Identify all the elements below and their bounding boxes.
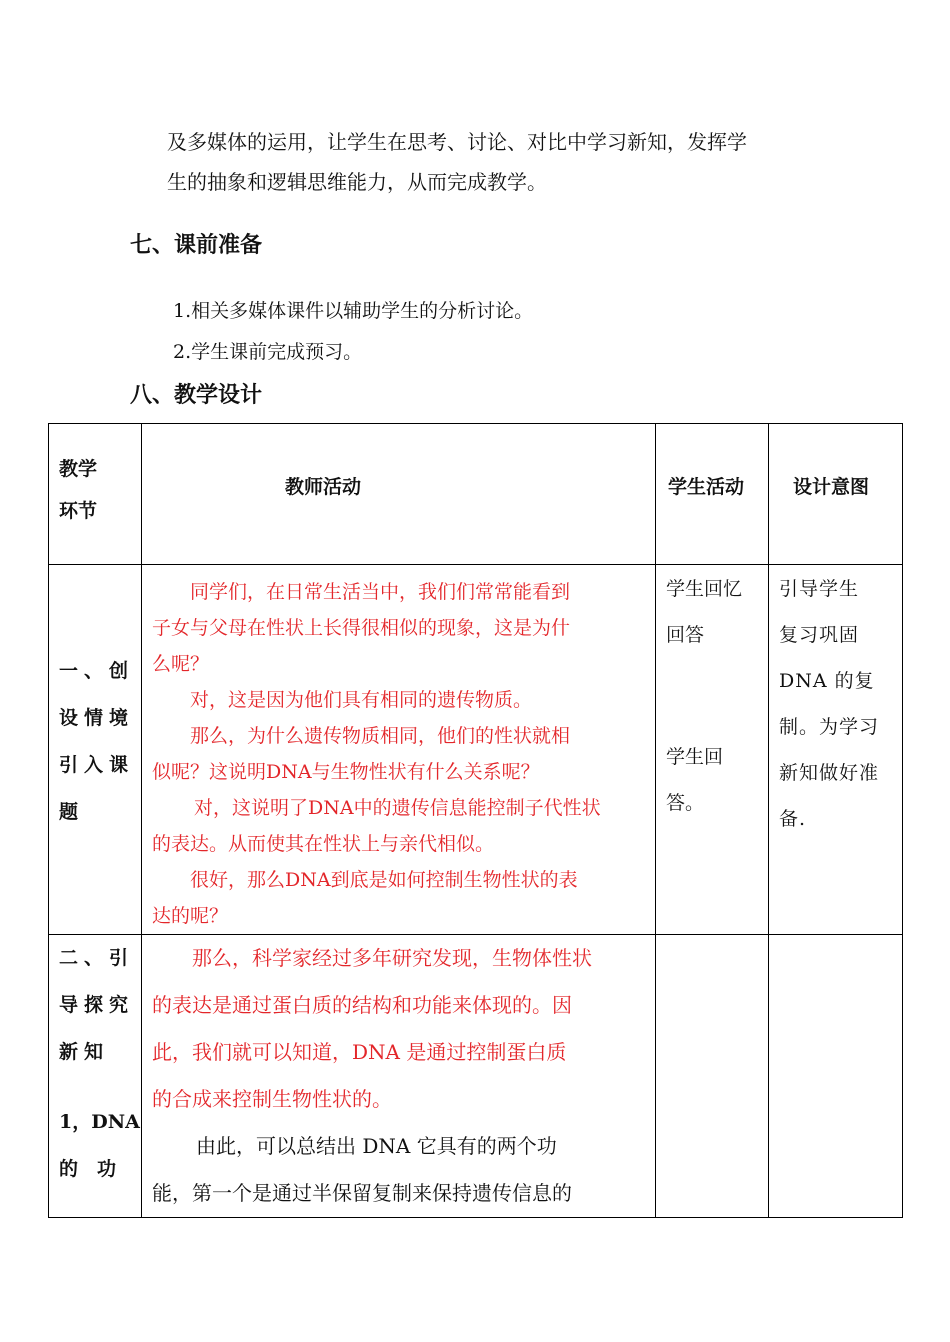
row1-teacher-line: 似呢？这说明DNA与生物性状有什么关系呢？ (152, 761, 540, 783)
header-intent: 设计意图 (793, 476, 870, 498)
row2-teacher-line: 那么，科学家经过多年研究发现，生物体性状 (192, 946, 592, 970)
header-intent-cell (769, 424, 903, 565)
row1-stage-line: 一、创 (59, 660, 135, 682)
row1-intent-line: 新知做好准 (779, 762, 880, 784)
row1-teacher-line: 同学们，在日常生活当中，我们们常常能看到 (190, 581, 571, 603)
row1-teacher-line: 么呢？ (152, 653, 210, 675)
row2-stage-line: 新知 (59, 1041, 110, 1063)
prep-item-2: 2.学生课前完成预习。 (173, 341, 363, 363)
header-student-cell (656, 424, 769, 565)
row2-stage-cell (49, 935, 142, 1218)
row2-teacher-line: 能，第一个是通过半保留复制来保持遗传信息的 (152, 1181, 572, 1205)
intro-line-2: 生的抽象和逻辑思维能力，从而完成教学。 (167, 170, 547, 194)
header-student: 学生活动 (668, 476, 745, 498)
row2-stage-sub-line: 的 功 (59, 1158, 117, 1180)
row1-teacher-line: 达的呢？ (152, 905, 229, 927)
teaching-design-table (48, 423, 903, 1218)
row1-intent-line: 制。为学习 (779, 716, 880, 738)
header-stage-cell (49, 424, 142, 565)
row1-teacher-line: 的表达。从而使其在性状上与亲代相似。 (152, 833, 495, 855)
row2-student-cell (656, 935, 769, 1218)
row1-intent-line: 备. (779, 808, 807, 830)
row2-teacher-cell (142, 935, 656, 1218)
row1-teacher-line: 对，这是因为他们具有相同的遗传物质。 (190, 689, 533, 711)
prep-item-1: 1.相关多媒体课件以辅助学生的分析讨论。 (173, 300, 534, 322)
row1-student-cell (656, 565, 769, 935)
row1-teacher-cell (142, 565, 656, 935)
row1-student-line: 答。 (666, 792, 705, 814)
row1-stage-cell (49, 565, 142, 935)
row2-stage-line: 导探究 (59, 994, 135, 1016)
row1-teacher-line: 那么，为什么遗传物质相同，他们的性状就相 (190, 725, 571, 747)
row1-student-line: 学生回忆 (666, 578, 743, 600)
section-7-heading: 七、课前准备 (130, 233, 263, 258)
row2-teacher-line: 此，我们就可以知道，DNA 是通过控制蛋白质 (152, 1040, 567, 1064)
section-8-heading: 八、教学设计 (130, 383, 263, 408)
table-row-2 (49, 935, 903, 1218)
row2-teacher-line: 的合成来控制生物性状的。 (152, 1087, 392, 1111)
row1-stage-line: 引入课 (59, 754, 135, 776)
row1-intent-line: 引导学生 (779, 578, 860, 600)
table-header-row (49, 424, 903, 565)
row2-stage-line: 二、引 (59, 947, 135, 969)
row2-stage-sub-line: 1，DNA (59, 1111, 140, 1133)
header-stage-line-2: 环节 (59, 500, 98, 522)
row1-teacher-line: 对，这说明了DNA中的遗传信息能控制子代性状 (194, 797, 601, 819)
row1-intent-line: DNA 的复 (779, 670, 875, 692)
row1-student-line: 学生回 (666, 746, 724, 768)
header-teacher: 教师活动 (285, 476, 362, 498)
row1-student-line: 回答 (666, 624, 705, 646)
table-row-1 (49, 565, 903, 935)
row1-stage-line: 题 (59, 801, 85, 823)
row1-teacher-line: 很好，那么DNA到底是如何控制生物性状的表 (190, 869, 578, 891)
row1-intent-cell (769, 565, 903, 935)
header-teacher-cell (142, 424, 656, 565)
row2-teacher-line: 由此，可以总结出 DNA 它具有的两个功 (196, 1134, 557, 1158)
row2-intent-cell (769, 935, 903, 1218)
header-stage-line-1: 教学 (59, 458, 98, 480)
row1-teacher-line: 子女与父母在性状上长得很相似的现象，这是为什 (152, 617, 571, 639)
row2-teacher-line: 的表达是通过蛋白质的结构和功能来体现的。因 (152, 993, 572, 1017)
row1-intent-line: 复习巩固 (779, 624, 860, 646)
row1-stage-line: 设情境 (59, 707, 135, 729)
intro-line-1: 及多媒体的运用，让学生在思考、讨论、对比中学习新知，发挥学 (167, 130, 747, 154)
